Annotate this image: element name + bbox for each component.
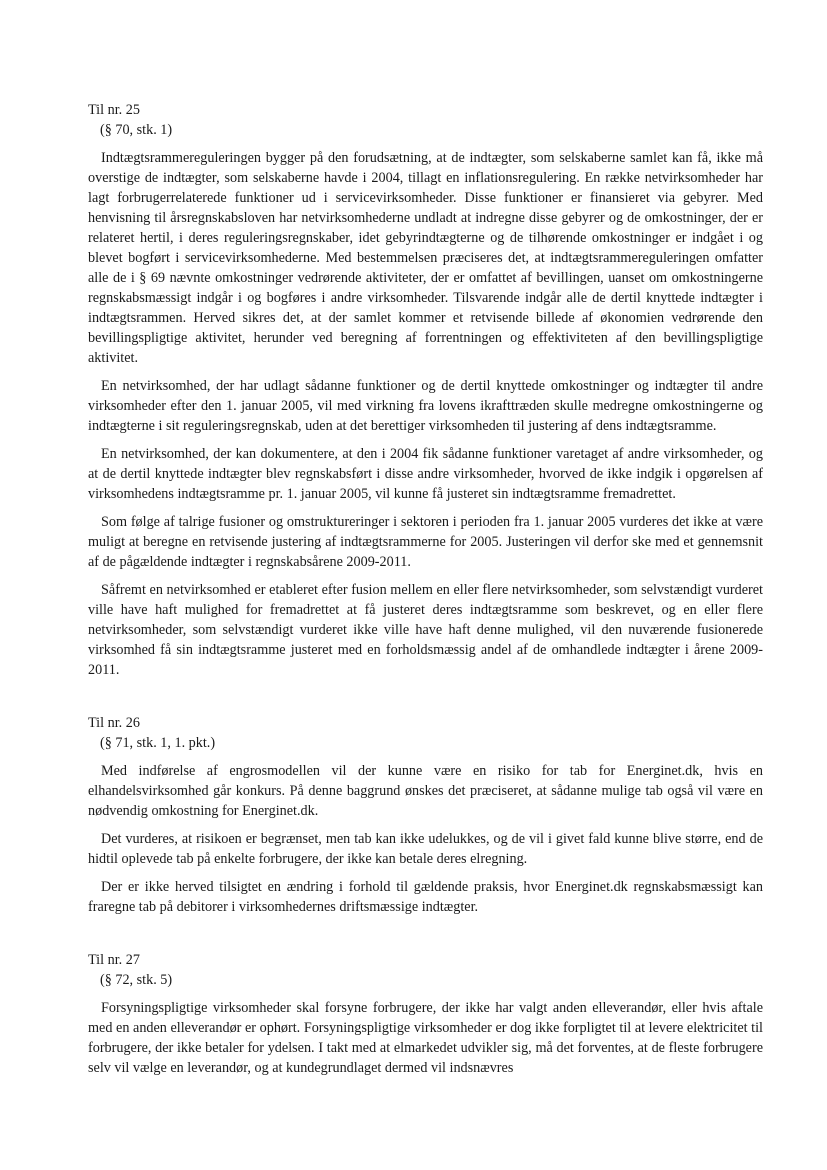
paragraph: Der er ikke herved tilsigtet en ændring i forhold til gældende praksis, hvor Energinet.dk regnskabsmæssigt kan fraregne tab på debitorer i virksomhedernes driftsmæssige indtægter. <box>88 879 763 915</box>
section-spacer <box>88 688 763 713</box>
section-til-nr-26 <box>88 713 763 917</box>
section-til-nr-25 <box>88 100 763 680</box>
section-spacer <box>88 925 763 950</box>
paragraph: En netvirksomhed, der har udlagt sådanne funktioner og de dertil knyttede omkostninger og indtægter til andre virksomheder efter den 1. januar 2005, vil med virkning fra lovens ikrafttræden skulle medregne omkostningerne og indtægterne i sit reguleringsregnskab, uden at det berettiger virksomheden til justering af dens indtægtsramme. <box>88 378 763 434</box>
paragraph: Såfremt en netvirksomhed er etableret efter fusion mellem en eller flere netvirksomheder, som selvstændigt vurderet ville have haft mulighed for fremadrettet at få justeret deres indtægtsramme som beskrevet, og en eller flere netvirksomheder, som selvstændigt vurderet ikke ville have haft denne mulighed, vil den nuværende fusionerede virksomhed få sin indtægtsramme justeret med en forholdsmæssig andel af de omhandlede indtægter i årene 2009-2011. <box>88 582 763 678</box>
section-reference: (§ 70, stk. 1) <box>100 122 173 138</box>
paragraph: Forsyningspligtige virksomheder skal forsyne forbrugere, der ikke har valgt anden elleverandør, eller hvis aftale med en anden elleverandør er ophørt. Forsyningspligtige virksomheder er dog ikke forpligtet til at levere elektricitet til forbrugere, der ikke betaler for ydelsen. I takt med at elmarkedet udvikler sig, må det forventes, at de fleste forbrugere selv vil vælge en leverandør, og at kundegrundlaget dermed vil indsnævres <box>88 1000 763 1076</box>
document-page <box>88 100 763 1086</box>
paragraph: Med indførelse af engrosmodellen vil der kunne være en risiko for tab for Energinet.dk, hvis en elhandelsvirksomhed går konkurs. På denne baggrund ønskes det præciseret, at sådanne mulige tab også vil være en nødvendig omkostning for Energinet.dk. <box>88 763 763 819</box>
section-reference: (§ 72, stk. 5) <box>100 972 173 988</box>
paragraph: Det vurderes, at risikoen er begrænset, men tab kan ikke udelukkes, og de vil i givet fald kunne blive større, end de hidtil oplevede tab på enkelte forbrugere, der ikke kan betale deres elregning. <box>88 831 763 867</box>
paragraph: En netvirksomhed, der kan dokumentere, at den i 2004 fik sådanne funktioner varetaget af andre virksomheder, og at de dertil knyttede indtægter blev regnskabsført i disse andre virksomheder, hvorved de ikke indgik i opgørelsen af virksomhedens indtægtsramme pr. 1. januar 2005, vil kunne få justeret sin indtægtsramme fremadrettet. <box>88 446 763 502</box>
section-til-nr-27 <box>88 950 763 1078</box>
paragraph: Indtægtsrammereguleringen bygger på den forudsætning, at de indtægter, som selskaberne samlet kan få, ikke må overstige de indtægter, som selskaberne havde i 2004, tillagt en inflationsregulering. En række netvirksomheder har lagt forbrugerrelaterede funktioner ud i servicevirksomheder. Disse funktioner er finansieret via gebyrer. Med henvisning til årsregnskabsloven har netvirksomhederne undladt at indregne disse gebyrer og de omkostninger, der er relateret hertil, i deres reguleringsregnskaber, idet gebyrindtægterne og de tilhørende omkostninger er indgået i og blevet bogført i servicevirksomhederne. Med bestemmelsen præciseres det, at indtægtsrammereguleringen omfatter alle de i § 69 nævnte omkostninger vedrørende aktiviteter, der er omfattet af bevillingen, uanset om omkostningerne regnskabsmæssigt indgår i og bogføres i andre virksomheder. Tilsvarende indgår alle de dertil knyttede indtægter i indtægtsrammen. Herved sikres det, at der samlet kommer et retvisende billede af økonomien vedrørende den bevillingspligtige aktivitet, herunder ved beregning af forrentningen og effektiviteten af den bevillingspligtige aktivitet. <box>88 150 763 366</box>
section-reference: (§ 71, stk. 1, 1. pkt.) <box>100 735 216 751</box>
section-title: Til nr. 25 <box>88 102 140 118</box>
section-title: Til nr. 26 <box>88 715 140 731</box>
paragraph: Som følge af talrige fusioner og omstruktureringer i sektoren i perioden fra 1. januar 2005 vurderes det ikke at være muligt at beregne en retvisende justering af indtægtsrammerne for 2005. Justeringen vil derfor ske med et gennemsnit af de pågældende indtægter i regnskabsårene 2009-2011. <box>88 514 763 570</box>
section-title: Til nr. 27 <box>88 952 140 968</box>
